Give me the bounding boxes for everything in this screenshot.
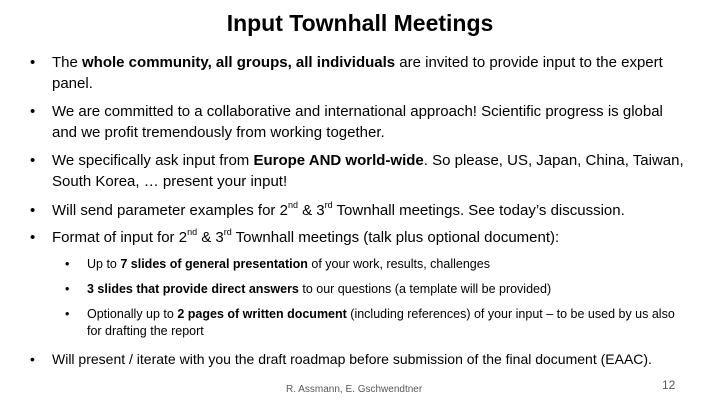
sub-bullet-item-general-slides: [65, 256, 687, 273]
sub-bullet-glyph: •: [65, 257, 70, 271]
bullet-text: The: [52, 54, 83, 71]
bullet-text: & 3: [297, 202, 325, 219]
bullet-text: Townhall meetings (talk plus optional document):: [231, 229, 560, 246]
bullet-glyph: •: [30, 351, 35, 367]
bullet-text: Format of input for 2: [52, 229, 188, 246]
ordinal-suffix: nd: [287, 200, 298, 211]
bullet-item-draft-roadmap: [30, 349, 717, 370]
bullet-glyph: •: [30, 152, 36, 169]
bullet-item-collaboration: [30, 101, 692, 143]
sub-bullet-text-bold: 3 slides that provide direct answers: [87, 282, 299, 296]
sub-bullet-text: to our questions (a template will be provided): [298, 282, 552, 296]
ordinal-suffix: rd: [324, 200, 333, 211]
bullet-text: We are committed to a collaborative and international approach! Scientific progress is global and we profit tremendously from working together.: [52, 103, 663, 141]
bullet-glyph: •: [30, 202, 36, 219]
bullet-text: Will send parameter examples for 2: [52, 202, 288, 219]
bullet-text: are invited to provide input to the expert panel.: [52, 54, 663, 92]
sub-bullet-text-bold: 7 slides of general presentation: [120, 257, 308, 271]
sub-bullet-text: Optionally up to: [87, 307, 178, 321]
bullet-text: Townhall meetings. See today’s discussion.: [332, 202, 625, 219]
ordinal-suffix: rd: [223, 227, 232, 238]
bullet-text-bold: Europe AND world-wide: [253, 152, 424, 169]
sub-bullet-item-answer-slides: [65, 281, 687, 298]
bullet-text: We specifically ask input from: [52, 152, 254, 169]
bullet-item-worldwide: [30, 150, 692, 192]
sub-bullet-text: of your work, results, challenges: [307, 257, 490, 271]
slide-title: Input Townhall Meetings: [226, 10, 494, 36]
bullet-text-bold: whole community, all groups, all individuals: [82, 54, 396, 71]
slide-page-number: 12: [662, 378, 676, 392]
ordinal-suffix: nd: [187, 227, 198, 238]
slide-footer-authors: R. Assmann, E. Gschwendtner: [286, 384, 423, 395]
sub-bullet-glyph: •: [65, 307, 70, 321]
sub-bullet-text-bold: 2 pages of written document: [177, 307, 347, 321]
sub-bullet-text: (including references) of your input – to be used by us also for drafting the report: [87, 307, 675, 338]
sub-bullet-item-written-document: [65, 306, 687, 340]
bullet-item-community: [30, 52, 692, 94]
bullet-item-format-of-input: [30, 227, 712, 248]
bullet-glyph: •: [30, 103, 36, 120]
bullet-glyph: •: [30, 54, 36, 71]
bullet-text: . So please, US, Japan, China, Taiwan, South Korea, … present your input!: [52, 152, 684, 190]
bullet-text: Will present / iterate with you the draft roadmap before submission of the final document (EAAC).: [52, 351, 652, 367]
bullet-glyph: •: [30, 229, 36, 246]
bullet-item-parameter-examples: [30, 200, 712, 221]
bullet-text: & 3: [197, 229, 224, 246]
sub-bullet-text: Up to: [87, 257, 121, 271]
sub-bullet-glyph: •: [65, 282, 70, 296]
